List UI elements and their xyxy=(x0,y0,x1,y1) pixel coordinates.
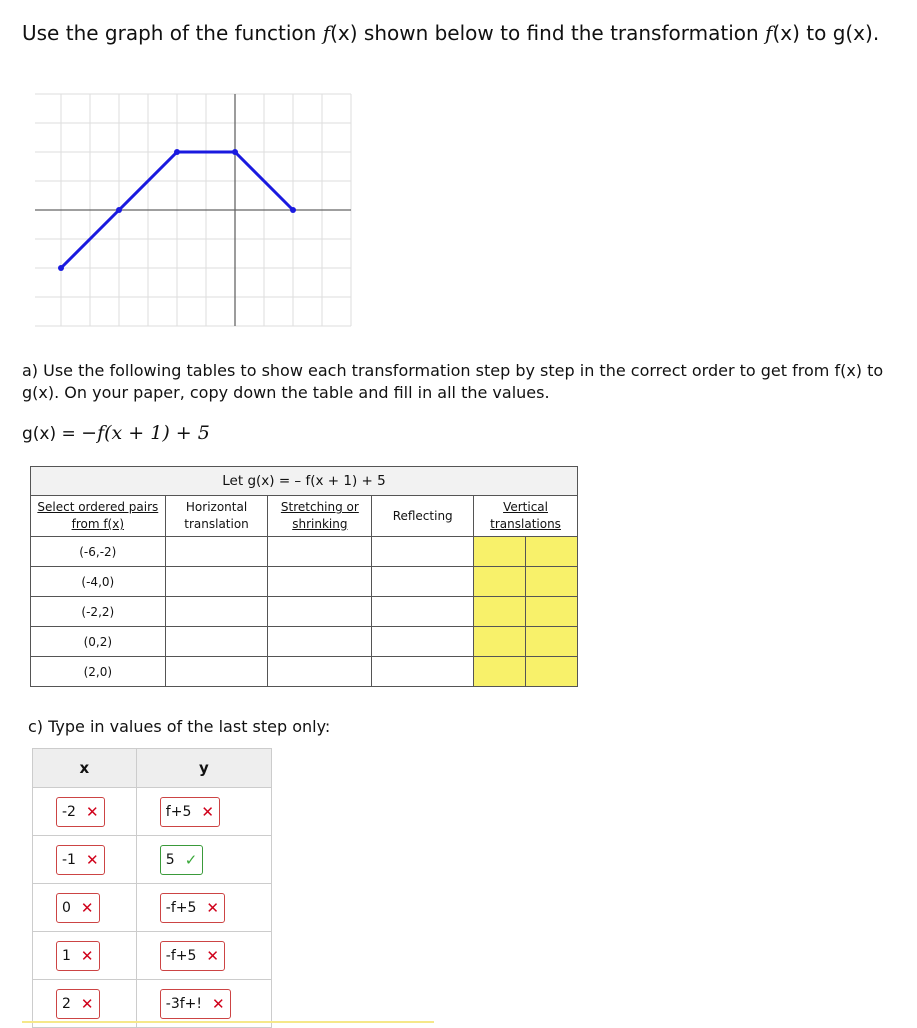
function-point xyxy=(116,207,122,213)
pair-cell: (-2,2) xyxy=(31,597,166,627)
table-cell[interactable] xyxy=(268,657,372,687)
header-reflecting: Reflecting xyxy=(372,496,474,537)
x-mark-icon: ✕ xyxy=(80,946,94,965)
table-cell[interactable] xyxy=(268,627,372,657)
answer-cell-y xyxy=(136,788,271,836)
table-cell[interactable] xyxy=(268,537,372,567)
table-cell[interactable] xyxy=(165,567,268,597)
transformation-table xyxy=(30,466,578,687)
x-mark-icon: ✕ xyxy=(201,802,214,821)
answer-value: f+5 xyxy=(165,803,192,820)
x-mark-icon: ✕ xyxy=(212,994,225,1013)
table-cell[interactable] xyxy=(526,597,578,627)
table-cell[interactable] xyxy=(474,537,526,567)
table-cell[interactable] xyxy=(165,537,268,567)
answer-value: -2 xyxy=(62,803,76,820)
table-cell[interactable] xyxy=(372,567,474,597)
answer-input-x[interactable] xyxy=(56,941,100,971)
checkmark-icon: ✓ xyxy=(184,850,198,869)
x-mark-icon: ✕ xyxy=(85,802,99,821)
x-mark-icon: ✕ xyxy=(85,850,99,869)
x-mark-icon: ✕ xyxy=(206,898,219,917)
x-mark-icon: ✕ xyxy=(80,994,94,1013)
divider xyxy=(22,1021,434,1023)
part-a-instructions: a) Use the following tables to show each transformation step by step in the correct order to get from f(x) to g(x). On your paper, copy down the table and fill in all the values. xyxy=(22,361,884,402)
table-cell[interactable] xyxy=(165,597,268,627)
answer-value: -1 xyxy=(62,851,76,868)
table-cell[interactable] xyxy=(165,627,268,657)
x-mark-icon: ✕ xyxy=(206,946,219,965)
answer-cell-x xyxy=(33,788,137,836)
table-cell[interactable] xyxy=(268,567,372,597)
table-cell[interactable] xyxy=(474,657,526,687)
table-cell[interactable] xyxy=(165,657,268,687)
answer-table xyxy=(32,748,272,1028)
header-y: y xyxy=(136,749,271,788)
function-point xyxy=(58,265,64,271)
answer-cell-y xyxy=(136,836,271,884)
answer-input-y[interactable] xyxy=(160,845,204,875)
table-cell[interactable] xyxy=(526,537,578,567)
answer-input-y[interactable] xyxy=(160,941,225,971)
pair-cell: (2,0) xyxy=(31,657,166,687)
answer-cell-x xyxy=(33,884,137,932)
table-cell[interactable] xyxy=(474,627,526,657)
table-cell[interactable] xyxy=(474,567,526,597)
table-cell[interactable] xyxy=(526,567,578,597)
answer-input-y[interactable] xyxy=(160,797,220,827)
pair-cell: (-6,-2) xyxy=(31,537,166,567)
answer-row xyxy=(33,788,272,836)
graph-axes xyxy=(35,94,351,326)
table-cell[interactable] xyxy=(372,657,474,687)
answer-row xyxy=(33,932,272,980)
answer-cell-y xyxy=(136,884,271,932)
header-stretching: Stretching or shrinking xyxy=(268,496,372,537)
table-cell[interactable] xyxy=(372,537,474,567)
answer-value: 1 xyxy=(62,947,71,964)
header-ordered-pairs: Select ordered pairs from f(x) xyxy=(31,496,166,537)
function-point xyxy=(232,149,238,155)
answer-value: 0 xyxy=(62,899,71,916)
function-graph xyxy=(35,90,360,330)
g-definition: g(x) = −f(x + 1) + 5 xyxy=(22,422,210,444)
table-cell[interactable] xyxy=(526,627,578,657)
answer-cell-x xyxy=(33,836,137,884)
answer-input-y[interactable] xyxy=(160,893,225,923)
answer-input-y[interactable] xyxy=(160,989,231,1019)
g-expression: −f(x + 1) + 5 xyxy=(81,422,210,444)
x-mark-icon: ✕ xyxy=(80,898,94,917)
pair-cell: (0,2) xyxy=(31,627,166,657)
answer-value: -f+5 xyxy=(165,899,197,916)
answer-cell-y xyxy=(136,932,271,980)
table-cell[interactable] xyxy=(372,627,474,657)
header-vertical: Vertical translations xyxy=(474,496,578,537)
function-point xyxy=(290,207,296,213)
question-prompt: Use the graph of the function f(x) shown below to find the transformation f(x) to g(x). xyxy=(22,21,880,45)
answer-input-x[interactable] xyxy=(56,845,105,875)
answer-row xyxy=(33,836,272,884)
table-caption: Let g(x) = – f(x + 1) + 5 xyxy=(31,467,578,496)
answer-input-x[interactable] xyxy=(56,893,100,923)
answer-input-x[interactable] xyxy=(56,797,105,827)
table-cell[interactable] xyxy=(526,657,578,687)
answer-cell-x xyxy=(33,932,137,980)
answer-row xyxy=(33,884,272,932)
answer-value: 2 xyxy=(62,995,71,1012)
part-c-instructions: c) Type in values of the last step only: xyxy=(28,717,331,736)
answer-value: -3f+! xyxy=(165,995,203,1012)
table-cell[interactable] xyxy=(268,597,372,627)
answer-value: 5 xyxy=(165,851,175,868)
table-cell[interactable] xyxy=(372,597,474,627)
answer-value: -f+5 xyxy=(165,947,197,964)
pair-cell: (-4,0) xyxy=(31,567,166,597)
header-horizontal: Horizontal translation xyxy=(165,496,268,537)
function-point xyxy=(174,149,180,155)
answer-input-x[interactable] xyxy=(56,989,100,1019)
header-x: x xyxy=(33,749,137,788)
table-cell[interactable] xyxy=(474,597,526,627)
